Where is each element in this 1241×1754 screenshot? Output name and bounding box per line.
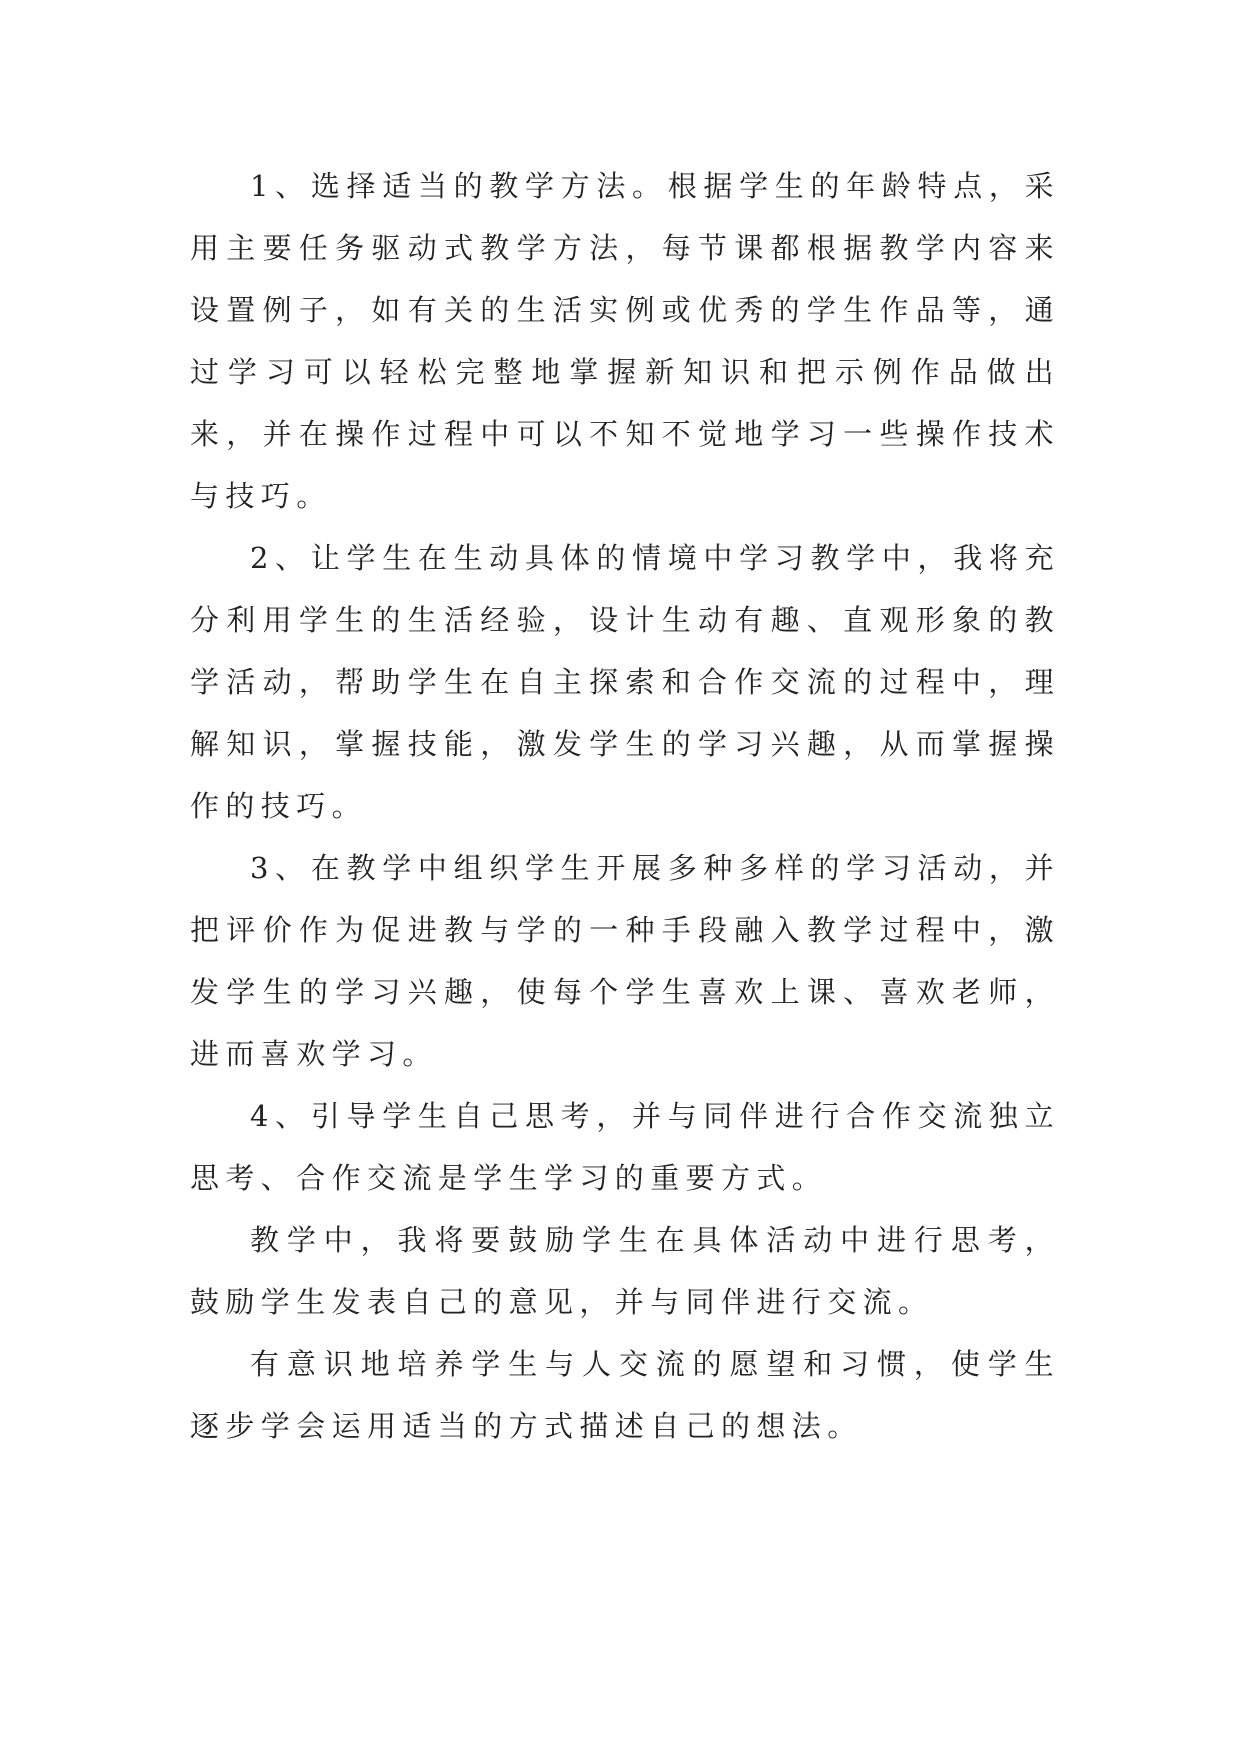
paragraph-6: 有意识地培养学生与人交流的愿望和习惯，使学生逐步学会运用适当的方式描述自己的想法。 xyxy=(190,1347,1060,1443)
paragraph-1: 1、选择适当的教学方法。根据学生的年龄特点，采用主要任务驱动式教学方法，每节课都根据教学内容来设置例子，如有关的生活实例或优秀的学生作品等，通过学习可以轻松完整地掌握新知识和把示例作品做出来，并在操作过程中可以不知不觉地学习一些操作技术与技巧。 xyxy=(190,169,1060,513)
paragraph-3: 3、在教学中组织学生开展多种多样的学习活动，并把评价作为促进教与学的一种手段融入教学过程中，激发学生的学习兴趣，使每个学生喜欢上课、喜欢老师，进而喜欢学习。 xyxy=(190,851,1060,1071)
paragraph-5: 教学中，我将要鼓励学生在具体活动中进行思考，鼓励学生发表自己的意见，并与同伴进行交流。 xyxy=(190,1223,1060,1319)
paragraph-4: 4、引导学生自己思考，并与同伴进行合作交流独立思考、合作交流是学生学习的重要方式。 xyxy=(190,1099,1060,1195)
paragraph-2: 2、让学生在生动具体的情境中学习教学中，我将充分利用学生的生活经验，设计生动有趣、直观形象的教学活动，帮助学生在自主探索和合作交流的过程中，理解知识，掌握技能，激发学生的学习兴趣，从而掌握操作的技巧。 xyxy=(190,541,1060,823)
document-body xyxy=(190,155,1060,1457)
